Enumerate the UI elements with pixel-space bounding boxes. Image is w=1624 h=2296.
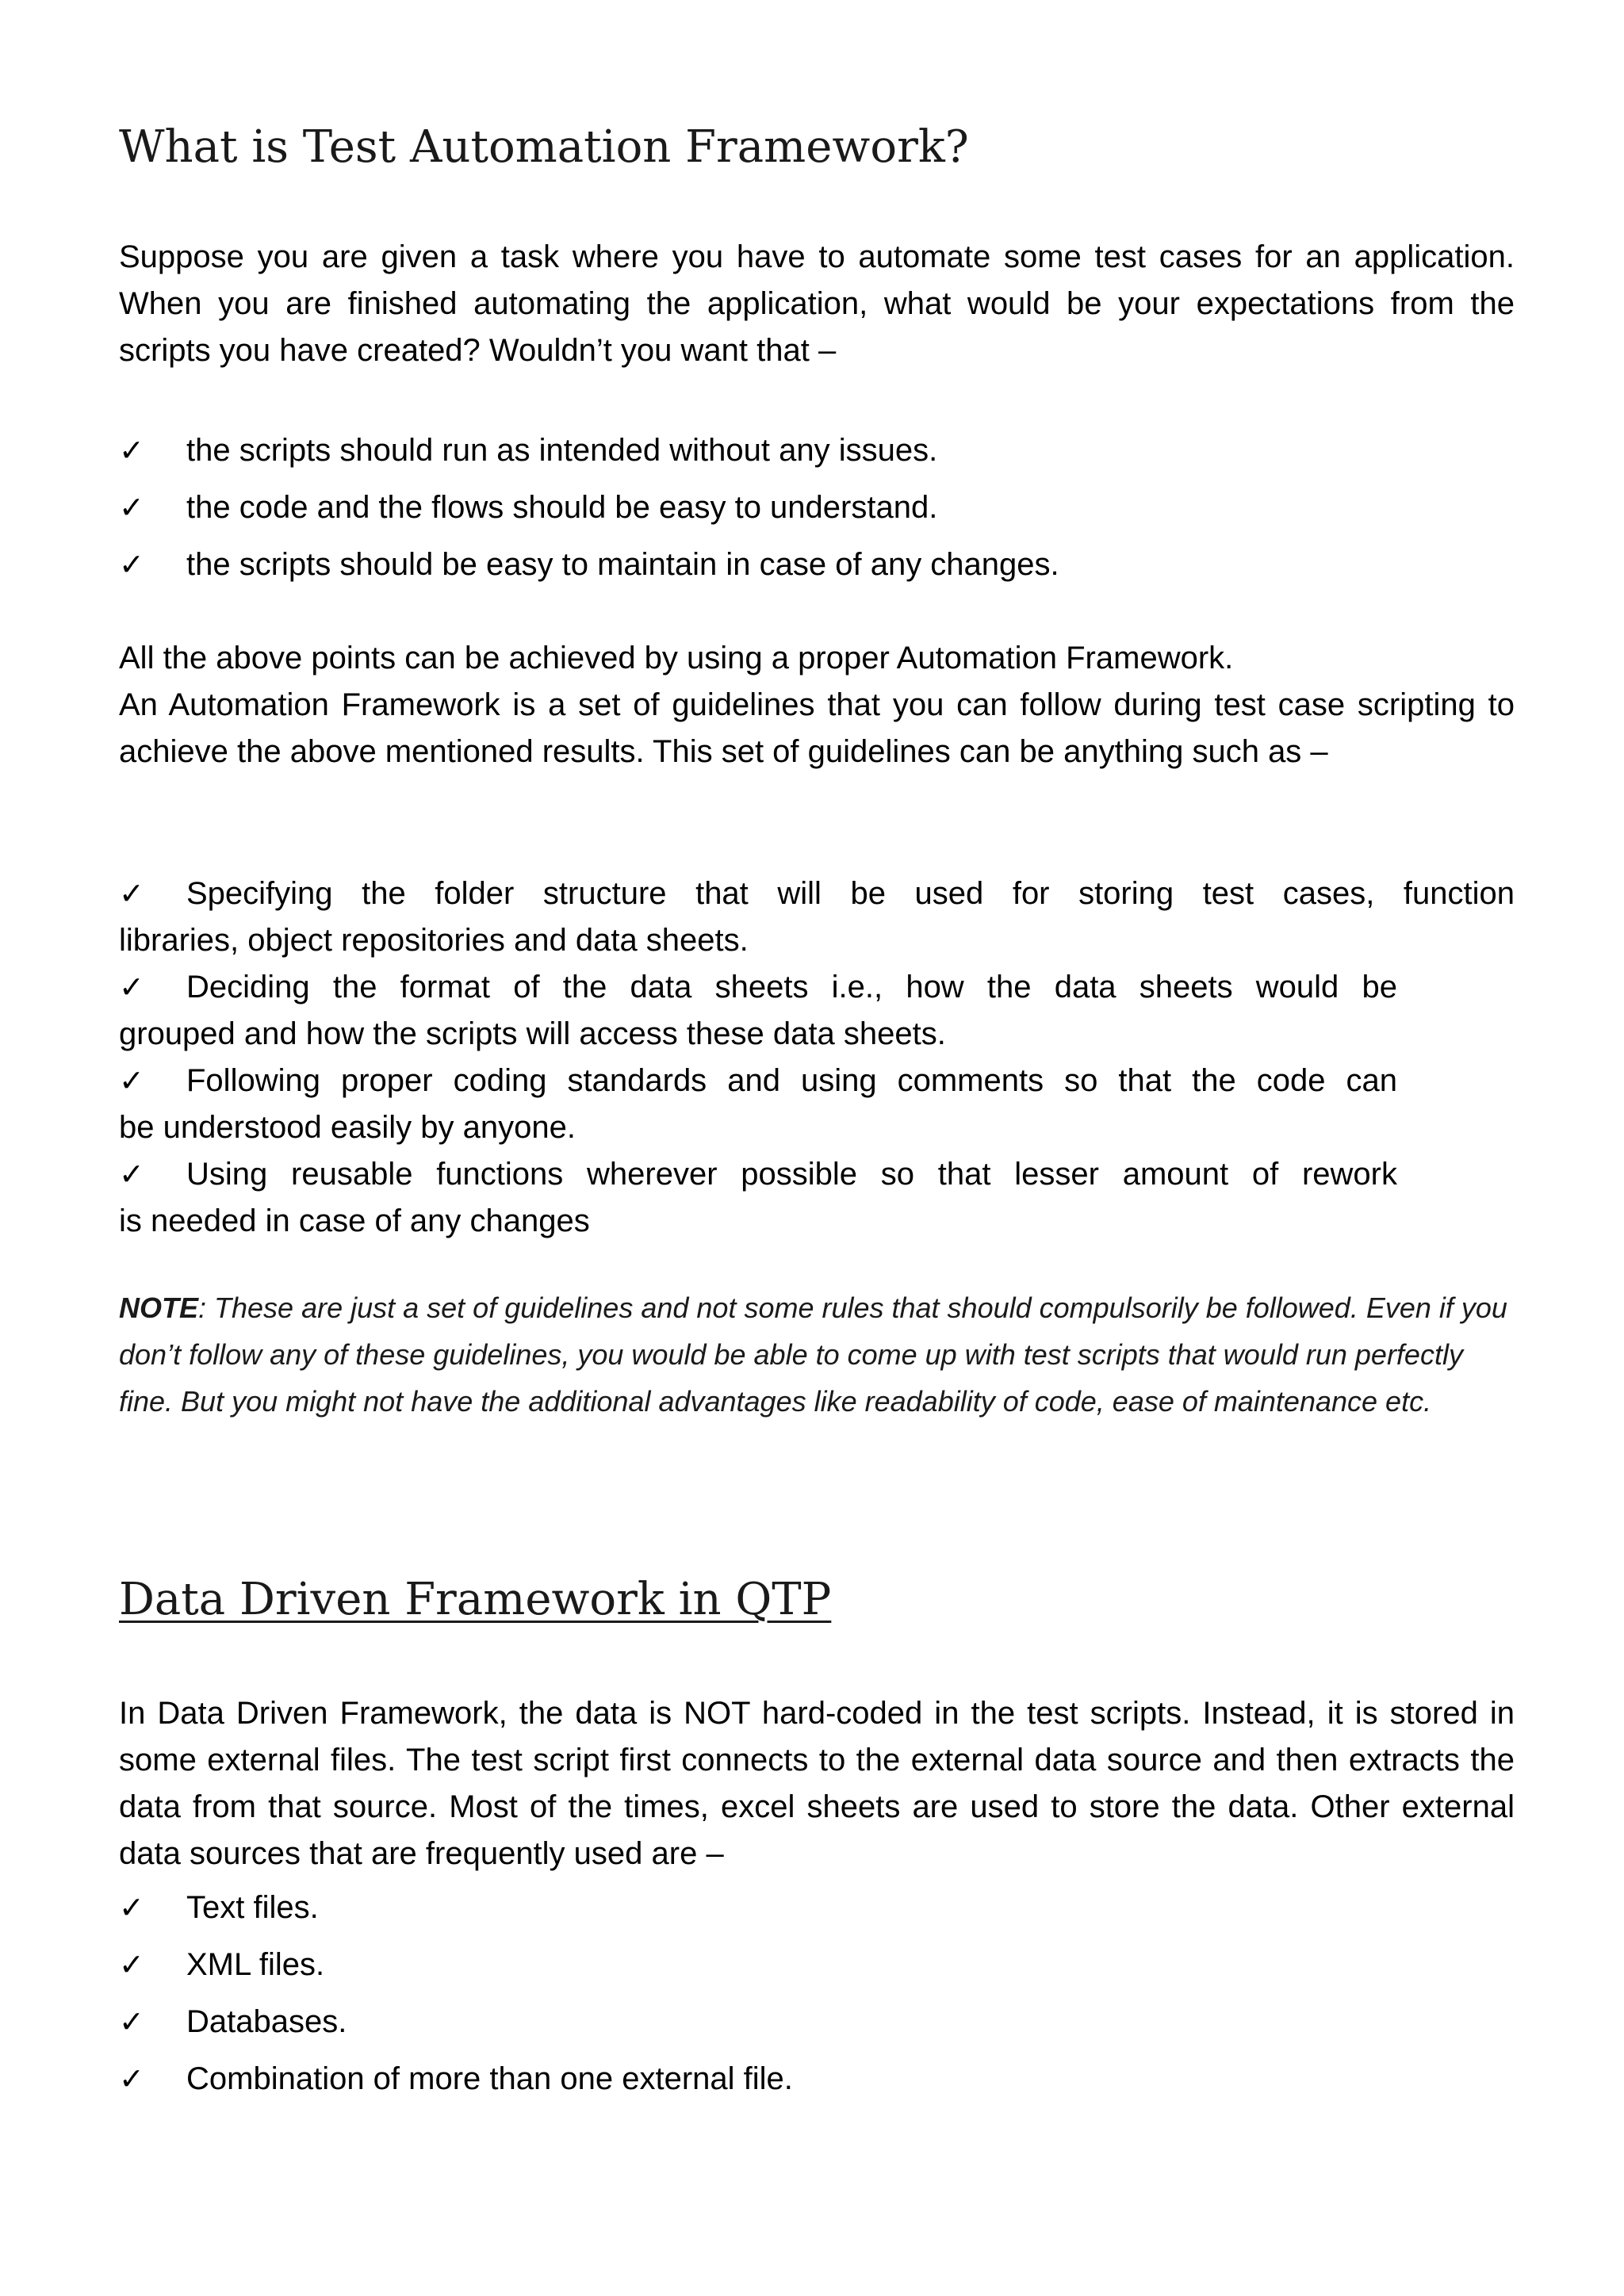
intro-paragraph: Suppose you are given a task where you have to automate some test cases for an application. When you are finished automating the application, what would be your expectations from the scripts you have created? Wouldn’t you want that – (119, 239, 1515, 368)
note-text: : These are just a set of guidelines and not some rules that should compulsorily be followed. Even if you don’t follow any of these guidelines, you would be able to come up with test scripts that would run perfectly fine. But you might not have the additional advantages like readability of code, ease of maintenance etc. (119, 1292, 1507, 1418)
checkmark-icon: ✓ (119, 970, 144, 1004)
list-item: ✓ the code and the flows should be easy to understand. (119, 479, 1515, 536)
section-title-data-driven-framework: Data Driven Framework in QTP (119, 1574, 832, 1625)
list-item: ✓ Deciding the format of the data sheets i.e., how the data sheets would be grouped and how the scripts will access these data sheets. (119, 964, 1515, 1058)
checkmark-icon: ✓ (119, 1063, 144, 1098)
list-item: ✓ Specifying the folder structure that will be used for storing test cases, function libraries, object repositories and data sheets. (119, 871, 1515, 964)
list-item: ✓ the scripts should run as intended without any issues. (119, 422, 1515, 479)
checkmark-icon: ✓ (119, 2061, 144, 2096)
section-title-test-automation-framework: What is Test Automation Framework? (119, 121, 969, 173)
document-page (119, 0, 1515, 2296)
list-item: ✓ XML files. (119, 1936, 1515, 1993)
checkmark-icon: ✓ (119, 547, 144, 582)
note-paragraph (119, 1284, 1515, 1425)
data-driven-intro-paragraph: In Data Driven Framework, the data is NOT hard-coded in the test scripts. Instead, it is stored in some external files. The test script first connects to the external data source and then extracts the data from that source. Most of the times, excel sheets are used to store the data. Other external data sources that are frequently used are – (119, 1696, 1515, 1871)
checkmark-icon: ✓ (119, 1157, 144, 1192)
checkmark-icon: ✓ (119, 2004, 144, 2039)
expectations-list (119, 422, 1515, 593)
checkmark-icon: ✓ (119, 876, 144, 911)
note-label: NOTE (119, 1292, 199, 1324)
checkmark-icon: ✓ (119, 490, 144, 525)
list-item: ✓ Combination of more than one external file. (119, 2050, 1515, 2107)
summary-line: All the above points can be achieved by using a proper Automation Framework. (119, 641, 1234, 675)
list-item: ✓ the scripts should be easy to maintain in case of any changes. (119, 536, 1515, 593)
checkmark-icon: ✓ (119, 433, 144, 468)
checkmark-icon: ✓ (119, 1947, 144, 1982)
framework-definition-paragraph: An Automation Framework is a set of guidelines that you can follow during test case scripting to achieve the above mentioned results. This set of guidelines can be anything such as – (119, 687, 1515, 769)
list-item: ✓ Following proper coding standards and using comments so that the code can be understood easily by anyone. (119, 1058, 1515, 1151)
list-item: ✓ Databases. (119, 1993, 1515, 2050)
list-item: ✓ Text files. (119, 1879, 1515, 1936)
checkmark-icon: ✓ (119, 1890, 144, 1925)
guidelines-list (119, 871, 1515, 1245)
data-sources-list (119, 1879, 1515, 2107)
list-item: ✓ Using reusable functions wherever possible so that lesser amount of rework is needed in case of any changes (119, 1151, 1515, 1245)
